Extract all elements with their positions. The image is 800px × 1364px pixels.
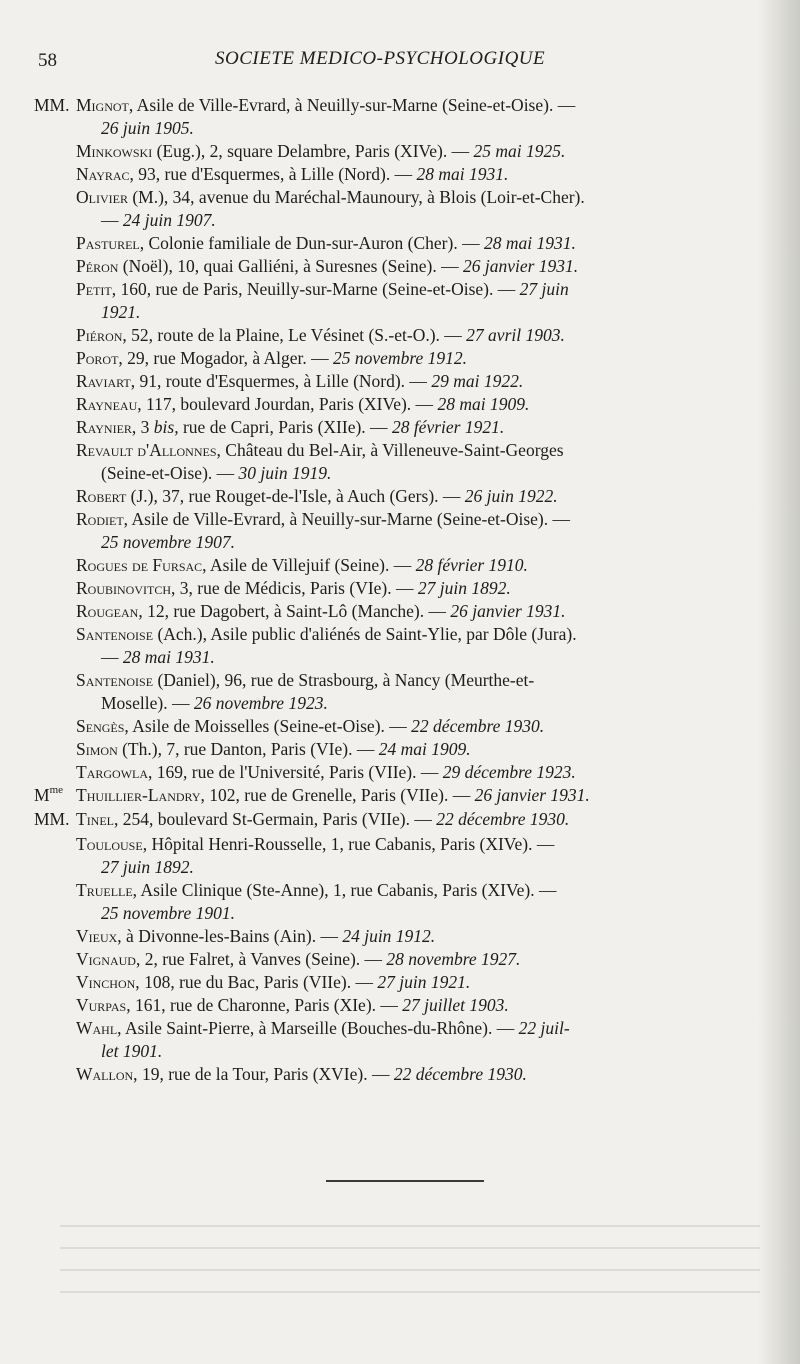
- entry-date: 24 mai 1909.: [378, 739, 471, 759]
- entry-date: 29 mai 1922.: [431, 371, 524, 391]
- entry-date: 26 juin 1905.: [101, 118, 194, 138]
- entry-date: 25 mai 1925.: [473, 141, 566, 161]
- entry-name: Petit,: [76, 279, 117, 299]
- entry-text: [76, 324, 565, 347]
- entry-name: Péron: [76, 256, 119, 276]
- entry-date: 27 juin 1892.: [101, 857, 194, 877]
- entry-line: [0, 577, 800, 600]
- entry-continuation-line: [0, 692, 800, 715]
- entry-rest: Asile de Villejuif (Seine). —: [206, 555, 416, 575]
- entry-rest: 12, rue Dagobert, à Saint-Lô (Manche). —: [142, 601, 451, 621]
- entry-line: [0, 278, 800, 301]
- entry-date: 27 juin 1892.: [417, 578, 511, 598]
- entry-date: 28 mai 1931.: [483, 233, 576, 253]
- entry-text: [76, 994, 509, 1017]
- entry-continuation-line: [0, 902, 800, 925]
- entry-rest: —: [101, 647, 123, 667]
- entry-line: [0, 784, 800, 807]
- entry-line: [0, 808, 800, 831]
- entry-rest: à Divonne-les-Bains (Ain). —: [121, 926, 343, 946]
- entry-date: 28 février 1910.: [415, 555, 528, 575]
- entry-text: [101, 646, 215, 669]
- entry-continuation-line: [0, 646, 800, 669]
- entry-line: [0, 324, 800, 347]
- running-header: [0, 46, 800, 74]
- list-item: [0, 994, 800, 1017]
- member-list: [0, 94, 800, 1086]
- entry-text: [76, 370, 523, 393]
- entry-date: 28 février 1921.: [391, 417, 505, 437]
- entry-name: Piéron,: [76, 325, 127, 345]
- entry-name: Truelle,: [76, 880, 138, 900]
- entry-continuation-line: [0, 117, 800, 140]
- entry-text: [76, 485, 558, 508]
- entry-name: Tinel,: [76, 809, 119, 829]
- entry-name: Vieux,: [76, 926, 122, 946]
- entry-text: [76, 416, 504, 439]
- entry-text: [101, 692, 328, 715]
- entry-line: [0, 163, 800, 186]
- entry-rest: 3: [136, 417, 154, 437]
- entry-text: [76, 278, 569, 301]
- entry-text: [76, 439, 564, 462]
- entry-text: [101, 531, 235, 554]
- entry-text: [101, 209, 216, 232]
- entry-date: 22 décembre 1930.: [411, 716, 545, 736]
- entry-date: 26 janvier 1931.: [474, 785, 590, 805]
- list-item: [0, 948, 800, 971]
- entry-text: [76, 600, 566, 623]
- entry-rest: 117, boulevard Jourdan, Paris (XIVe). —: [141, 394, 438, 414]
- entry-rest: 93, rue d'Esquermes, à Lille (Nord). —: [133, 164, 417, 184]
- entry-rest: Asile de Ville-Evrard, à Neuilly-sur-Marne (Seine-et-Oise). —: [128, 509, 570, 529]
- entry-text: [101, 1040, 162, 1063]
- entry-name: Raynier,: [76, 417, 137, 437]
- entry-rest: 161, rue de Charonne, Paris (XIe). —: [130, 995, 403, 1015]
- entry-date: 28 mai 1931.: [122, 647, 215, 667]
- entry-line: [0, 508, 800, 531]
- list-item: [0, 577, 800, 600]
- entry-name: Santenoise: [76, 670, 154, 690]
- entry-date: 26 juin 1922.: [464, 486, 558, 506]
- entry-line: [0, 971, 800, 994]
- entry-text: [101, 902, 235, 925]
- entry-line: [0, 715, 800, 738]
- entry-date: let 1901.: [101, 1041, 163, 1061]
- entry-text: [76, 255, 578, 278]
- entry-rest: Hôpital Henri-Rousselle, 1, rue Cabanis, Paris (XIVe). —: [147, 834, 555, 854]
- entry-text: [76, 715, 544, 738]
- entry-name: Rogues de Fursac,: [76, 555, 207, 575]
- entry-text: [101, 462, 331, 485]
- entry-rest-it: bis,: [153, 417, 179, 437]
- entry-name: Minkowski: [76, 141, 153, 161]
- entry-line: [0, 140, 800, 163]
- entry-date: 27 juin: [519, 279, 569, 299]
- entry-rest: 29, rue Mogador, à Alger. —: [122, 348, 334, 368]
- entry-rest: 160, rue de Paris, Neuilly-sur-Marne (Seine-et-Oise). —: [116, 279, 520, 299]
- entry-line: [0, 255, 800, 278]
- entry-date: 28 mai 1931.: [416, 164, 509, 184]
- list-item: [0, 715, 800, 738]
- entry-line: [0, 186, 800, 209]
- list-item: [0, 485, 800, 508]
- entry-name: Roubinovitch,: [76, 578, 176, 598]
- entry-text: [76, 879, 557, 902]
- list-item: [0, 761, 800, 784]
- entry-prefix: MM.: [34, 95, 70, 115]
- entry-rest: 2, rue Falret, à Vanves (Seine). —: [140, 949, 387, 969]
- entry-date: 28 mai 1909.: [437, 394, 530, 414]
- list-item: [0, 623, 800, 669]
- entry-date: 25 novembre 1901.: [101, 903, 235, 923]
- entry-line: [0, 994, 800, 1017]
- entry-rest: Colonie familiale de Dun-sur-Auron (Cher). —: [144, 233, 484, 253]
- entry-text: [76, 784, 590, 807]
- entry-date: 1921.: [101, 302, 141, 322]
- entry-rest: 91, route d'Esquermes, à Lille (Nord). —: [135, 371, 432, 391]
- list-item: [0, 232, 800, 255]
- entry-date: 22 décembre 1930.: [393, 1064, 527, 1084]
- entry-rest: 19, rue de la Tour, Paris (XVIe). —: [137, 1064, 394, 1084]
- entry-name: Vignaud,: [76, 949, 141, 969]
- entry-rest: (Daniel), 96, rue de Strasbourg, à Nancy (Meurthe-et-: [153, 670, 535, 690]
- list-item: [0, 808, 800, 831]
- entry-date: 27 juin 1921.: [377, 972, 471, 992]
- entry-line: [0, 738, 800, 761]
- entry-name: Nayrac,: [76, 164, 134, 184]
- entry-line: [0, 1063, 800, 1086]
- entry-line: [0, 485, 800, 508]
- entry-prefix: $M^{me}$: [34, 784, 64, 805]
- entry-continuation-line: [0, 856, 800, 879]
- entry-date: 27 juillet 1903.: [402, 995, 509, 1015]
- entry-rest: (J.), 37, rue Rouget-de-l'Isle, à Auch (Gers). —: [126, 486, 465, 506]
- entry-text: [76, 347, 467, 370]
- entry-name: Olivier: [76, 187, 128, 207]
- entry-text: [76, 669, 534, 692]
- entry-rest: (Ach.), Asile public d'aliénés de Saint-Ylie, par Dôle (Jura).: [153, 624, 577, 644]
- entry-text: [101, 301, 140, 324]
- entry-line: [0, 232, 800, 255]
- show-through: [60, 1205, 760, 1325]
- entry-date: 22 décembre 1930.: [436, 809, 570, 829]
- entry-rest: Moselle). —: [101, 693, 194, 713]
- entry-rest: 3, rue de Médicis, Paris (VIe). —: [175, 578, 418, 598]
- entry-text: [76, 623, 577, 646]
- entry-line: [0, 554, 800, 577]
- entry-line: [0, 94, 800, 117]
- entry-rest: 169, rue de l'Université, Paris (VIIe). —: [152, 762, 443, 782]
- entry-text: [101, 117, 194, 140]
- entry-rest: Château du Bel-Air, à Villeneuve-Saint-Georges: [220, 440, 564, 460]
- list-item: [0, 370, 800, 393]
- list-item: [0, 833, 800, 879]
- list-item: [0, 738, 800, 761]
- entry-line: [0, 393, 800, 416]
- entry-prefix: MM.: [34, 809, 70, 829]
- entry-name: Rayneau,: [76, 394, 142, 414]
- entry-line: [0, 669, 800, 692]
- entry-text: [76, 577, 511, 600]
- entry-date: 26 janvier 1931.: [450, 601, 566, 621]
- entry-rest: Asile de Moisselles (Seine-et-Oise). —: [128, 716, 412, 736]
- entry-rest: (M.), 34, avenue du Maréchal-Maunoury, à Blois (Loir-et-Cher).: [127, 187, 585, 207]
- entry-date: 26 novembre 1923.: [193, 693, 328, 713]
- entry-date: 29 décembre 1923.: [442, 762, 576, 782]
- entry-name: Toulouse,: [76, 834, 148, 854]
- list-item: [0, 278, 800, 324]
- entry-date: 27 avril 1903.: [466, 325, 565, 345]
- entry-rest: Asile Saint-Pierre, à Marseille (Bouches-du-Rhône). —: [121, 1018, 519, 1038]
- entry-line: [0, 761, 800, 784]
- list-item: [0, 508, 800, 554]
- entry-rest: 108, rue du Bac, Paris (VIIe). —: [139, 972, 378, 992]
- entry-rest: 102, rue de Grenelle, Paris (VIIe). —: [204, 785, 475, 805]
- list-item: [0, 393, 800, 416]
- entry-text: [76, 971, 470, 994]
- entry-text: [76, 833, 554, 856]
- entry-line: [0, 600, 800, 623]
- entry-date: 24 juin 1907.: [122, 210, 216, 230]
- entry-name: Vinchon,: [76, 972, 140, 992]
- entry-text: [76, 508, 570, 531]
- entry-text: [76, 761, 576, 784]
- entry-text: [76, 1063, 527, 1086]
- entry-text: [76, 163, 508, 186]
- entry-line: [0, 439, 800, 462]
- list-item: [0, 347, 800, 370]
- list-item: [0, 186, 800, 232]
- entry-line: [0, 833, 800, 856]
- list-item: [0, 925, 800, 948]
- entry-rest: (Eug.), 2, square Delambre, Paris (XIVe). —: [152, 141, 474, 161]
- page-number: 58: [38, 50, 57, 71]
- entry-rest: 52, route de la Plaine, Le Vésinet (S.-et-O.). —: [126, 325, 467, 345]
- entry-date: 30 juin 1919.: [238, 463, 332, 483]
- entry-date: 25 novembre 1907.: [101, 532, 235, 552]
- entry-continuation-line: [0, 209, 800, 232]
- entry-text: [76, 808, 569, 831]
- entry-text: [76, 94, 575, 117]
- entry-line: [0, 370, 800, 393]
- entry-continuation-line: [0, 531, 800, 554]
- list-item: [0, 416, 800, 439]
- entry-text: [101, 856, 194, 879]
- list-item: [0, 669, 800, 715]
- entry-line: [0, 347, 800, 370]
- entry-name: Simon: [76, 739, 118, 759]
- entry-rest: (Seine-et-Oise). —: [101, 463, 239, 483]
- list-item: [0, 439, 800, 485]
- list-item: [0, 1063, 800, 1086]
- entry-line: [0, 416, 800, 439]
- entry-name: Sengès,: [76, 716, 129, 736]
- list-item: [0, 94, 800, 140]
- entry-name: Rodiet,: [76, 509, 129, 529]
- entry-name: Robert: [76, 486, 127, 506]
- entry-continuation-line: [0, 462, 800, 485]
- entry-rest: —: [101, 210, 123, 230]
- list-item: [0, 784, 800, 807]
- entry-text: [76, 232, 576, 255]
- entry-name: Rougean,: [76, 601, 143, 621]
- list-item: [0, 1017, 800, 1063]
- list-item: [0, 255, 800, 278]
- entry-name: Revault d'Allonnes,: [76, 440, 221, 460]
- entry-line: [0, 623, 800, 646]
- entry-name: Mignot,: [76, 95, 134, 115]
- entry-rest: (Noël), 10, quai Galliéni, à Suresnes (Seine). —: [118, 256, 463, 276]
- entry-text: [76, 925, 435, 948]
- entry-text: [76, 186, 585, 209]
- list-item: [0, 140, 800, 163]
- entry-name: Santenoise: [76, 624, 154, 644]
- entry-text: [76, 1017, 570, 1040]
- entry-line: [0, 879, 800, 902]
- entry-line: [0, 948, 800, 971]
- entry-line: [0, 925, 800, 948]
- entry-name: Pasturel,: [76, 233, 145, 253]
- entry-name: Thuillier-Landry,: [76, 785, 205, 805]
- entry-date: 22 juil-: [518, 1018, 570, 1038]
- entry-date: 24 juin 1912.: [342, 926, 436, 946]
- entry-text: [76, 393, 529, 416]
- entry-rest: Asile Clinique (Ste-Anne), 1, rue Cabanis, Paris (XIVe). —: [137, 880, 557, 900]
- entry-text: [76, 948, 520, 971]
- running-title: SOCIETE MEDICO-PSYCHOLOGIQUE: [215, 48, 546, 69]
- entry-name: Vurpas,: [76, 995, 131, 1015]
- entry-name: Raviart,: [76, 371, 136, 391]
- entry-rest: 254, boulevard St-Germain, Paris (VIIe). —: [118, 809, 437, 829]
- list-item: [0, 163, 800, 186]
- entry-rest: (Th.), 7, rue Danton, Paris (VIe). —: [117, 739, 379, 759]
- entry-continuation-line: [0, 301, 800, 324]
- entry-text: [76, 140, 565, 163]
- entry-text: [76, 738, 471, 761]
- entry-line: [0, 1017, 800, 1040]
- entry-name: Porot,: [76, 348, 123, 368]
- entry-date: 25 novembre 1912.: [333, 348, 467, 368]
- entry-name: Targowla,: [76, 762, 153, 782]
- entry-text: [76, 554, 528, 577]
- section-rule: [326, 1180, 484, 1182]
- entry-date: 28 novembre 1927.: [386, 949, 521, 969]
- entry-continuation-line: [0, 1040, 800, 1063]
- entry-rest2: rue de Capri, Paris (XIIe). —: [178, 417, 392, 437]
- list-item: [0, 554, 800, 577]
- list-item: [0, 879, 800, 925]
- entry-rest: Asile de Ville-Evrard, à Neuilly-sur-Marne (Seine-et-Oise). —: [133, 95, 576, 115]
- list-item: [0, 600, 800, 623]
- entry-name: Wahl,: [76, 1018, 122, 1038]
- list-item: [0, 971, 800, 994]
- list-item: [0, 324, 800, 347]
- entry-name: Wallon,: [76, 1064, 138, 1084]
- entry-date: 26 janvier 1931.: [462, 256, 579, 276]
